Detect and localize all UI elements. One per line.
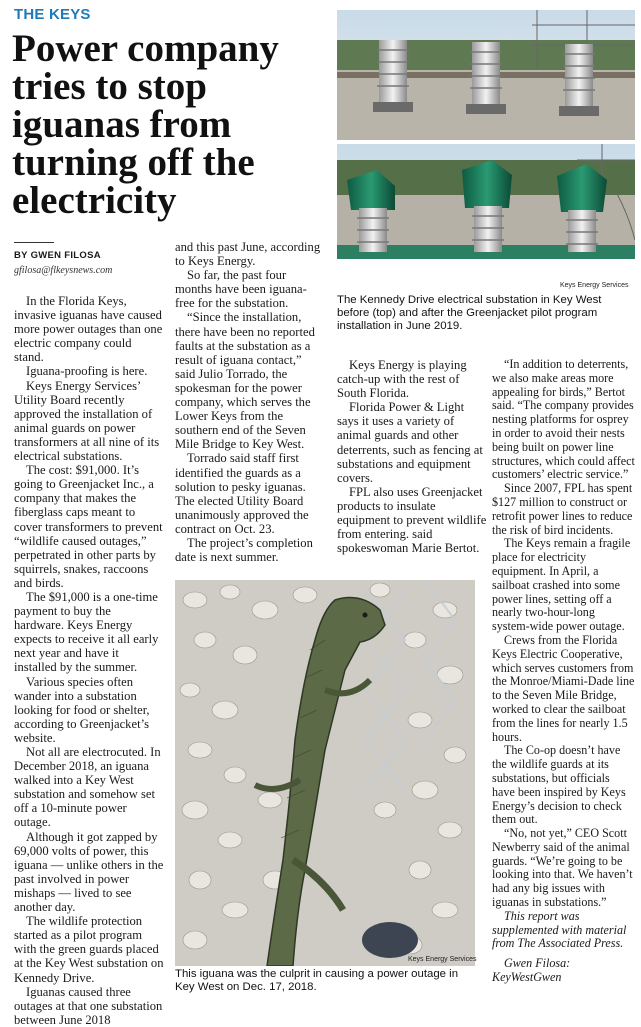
paragraph: The Keys remain a fragile place for electricity equipment. In April, a sailboat crashed into some power lines, setting off a nearly two-hour-long system-wide power outage. <box>492 536 631 634</box>
iguana-photo-illustration <box>175 580 475 966</box>
substation-photo <box>337 10 635 279</box>
iguana-photo-caption: This iguana was the culprit in causing a power outage in Key West on Dec. 17, 2018. <box>175 968 459 993</box>
author-signoff: Gwen Filosa: KeyWestGwen <box>492 956 571 985</box>
article-column-1 <box>14 294 164 1027</box>
paragraph: FPL also uses Greenjacket products to insulate equipment to prevent wildlife from entering. said spokeswoman Marie Bertot. <box>337 484 487 556</box>
paragraph: The wildlife protection started as a pilot program with the green guards placed at the Key West substation on Kennedy Drive. <box>14 914 164 985</box>
paragraph: Iguanas caused three outages at that one substation between June 2018 <box>14 984 163 1027</box>
paragraph: “In addition to deterrents, we also make areas more appealing for birds,” Bertot said. “The company provides nesting platforms for osprey in order to avoid their nests being built on power line structures, which could affect customers’ electric service.” <box>492 357 635 482</box>
top-photo-caption: The Kennedy Drive electrical substation in Key West before (top) and after the Greenjacket pilot program installation in June 2019. <box>337 294 602 332</box>
paragraph: So far, the past four months have been iguana-free for the substation. <box>175 268 307 311</box>
paragraph: Various species often wander into a substation looking for food or shelter, according to Greenjacket’s website. <box>14 674 150 745</box>
paragraph: The Co-op doesn’t have the wildlife guards at its substations, but officials have been inspired by Keys Energy’s decision to check them out. <box>492 743 626 827</box>
substation-photo-illustration <box>337 10 635 279</box>
paragraph: “No, not yet,” CEO Scott Newberry said of the animal guards. “We’re going to be looking into that. We haven’t had any big issues with iguanas in substations.” <box>492 826 633 910</box>
article-column-2 <box>175 240 325 564</box>
paragraph: Not all are electrocuted. In December 2018, an iguana walked into a Key West substation and somehow set off a 10-minute power outage. <box>14 745 161 830</box>
paragraph: Although it got zapped by 69,000 volts of power, this iguana — unlike others in the past involved in power mishaps — lived to see another day. <box>14 829 164 915</box>
article-column-3 <box>337 358 487 555</box>
paragraph: The cost: $91,000. It’s going to Greenjacket Inc., a company that makes the fiberglass caps meant to cover transformers to prevent “wildlife caused outages,” perpetrated in other parts by squirrels, snakes, raccoons and birds. <box>14 463 163 590</box>
top-photo-credit: Keys Energy Services <box>560 282 629 289</box>
iguana-photo <box>175 580 475 966</box>
headline: Power company tries to stop iguanas from turning off the electricity <box>12 27 279 222</box>
attribution-note: This report was supplemented with material from The Associated Press. <box>492 908 627 951</box>
byline-rule <box>14 242 54 243</box>
paragraph: Florida Power & Light says it uses a variety of animal guards and other deterrents, such as fencing at substations and equipment covers. <box>337 400 483 485</box>
paragraph: Crews from the Florida Keys Electric Cooperative, which serves customers from the Monroe/Miami-Dade line to the Seven Mile Bridge, worked to clear the sailboat from the lines for nearly 1.5 hours. <box>492 632 635 744</box>
section-label: THE KEYS <box>14 6 91 23</box>
paragraph: Keys Energy Services’ Utility Board recently approved the installation of animal guards on power transformers at all nine of its electrical substations. <box>14 378 160 464</box>
paragraph: Keys Energy is playing catch-up with the rest of South Florida. <box>337 358 467 401</box>
paragraph: The $91,000 is a one-time payment to buy the hardware. Keys Energy expects to receive it all early next year and have it installed by the summer. <box>14 589 159 675</box>
paragraph: Since 2007, FPL has spent $127 million to construct or retrofit power lines to reduce the risk of bird incidents. <box>492 481 633 537</box>
byline: BY GWEN FILOSA <box>14 250 101 261</box>
paragraph: In the Florida Keys, invasive iguanas have caused more power outages than one electric company could stand. <box>14 294 163 365</box>
article-column-4 <box>492 358 635 985</box>
paragraph: Iguana-proofing is here. <box>26 364 148 379</box>
paragraph: Torrado said staff first identified the guards as a solution to pesky iguanas. The elected Utility Board unanimously approved the contract on Oct. 23. <box>175 451 309 536</box>
author-email: gfilosa@flkeysnews.com <box>14 265 113 276</box>
paragraph: The project’s completion date is next summer. <box>175 535 313 565</box>
paragraph: and this past June, according to Keys Energy. <box>175 240 321 269</box>
iguana-photo-credit: Keys Energy Services <box>408 956 477 963</box>
paragraph: “Since the installation, there have been no reported faults at the substation as a result of iguana contact,” said Julio Torrado, the spokesman for the power company, which serves the Lower Keys from the southern end of the Seven Mile Bridge to Key West. <box>175 310 315 452</box>
